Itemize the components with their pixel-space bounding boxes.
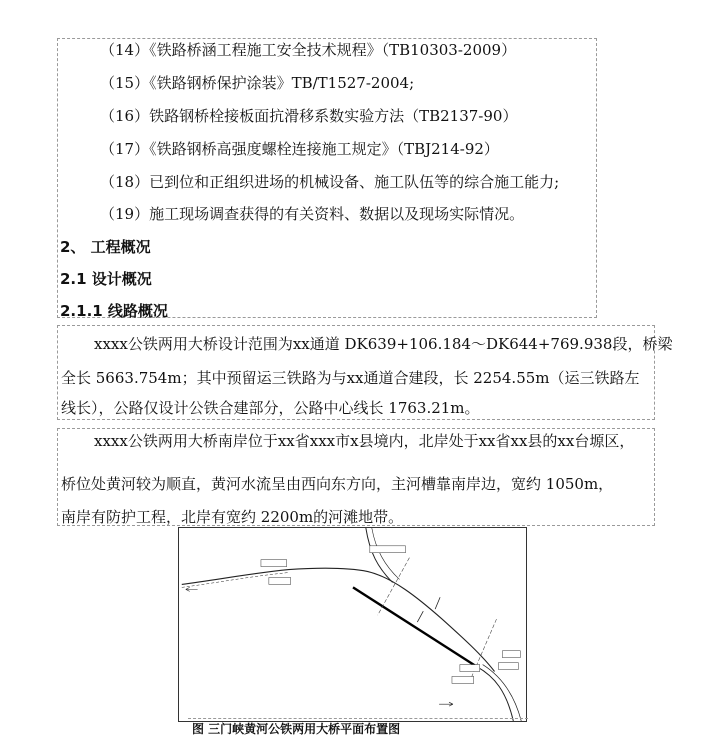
reference-item: （19）施工现场调查获得的有关资料、数据以及现场实际情况。	[100, 205, 525, 223]
subsection-heading: 2.1 设计概况	[60, 270, 152, 288]
section-heading: 2、 工程概况	[60, 238, 151, 256]
paragraph-line: xxxx公铁两用大桥设计范围为xx通道 DK639+106.184～DK644+769.938段，桥梁	[94, 335, 673, 353]
subsubsection-heading: 2.1.1 线路概况	[60, 302, 168, 320]
reference-item: （18）已到位和正组织进场的机械设备、施工队伍等的综合施工能力;	[100, 173, 560, 191]
paragraph-line: 桥位处黄河较为顺直，黄河水流呈由西向东方向，主河槽靠南岸边，宽约 1050m，	[61, 475, 614, 493]
paragraph-line: 南岸有防护工程，北岸有宽约 2200m的河滩地带。	[61, 508, 404, 526]
reference-item: （14）《铁路桥涵工程施工安全技术规程》（TB10303-2009）	[100, 41, 517, 59]
paragraph-line: 线长），公路仅设计公铁合建部分，公路中心线长 1763.21m。	[61, 399, 480, 417]
reference-item: （16）铁路钢桥栓接板面抗滑移系数实验方法（TB2137-90）	[100, 107, 518, 125]
reference-item: （17）《铁路钢桥高强度螺栓连接施工规定》（TBJ214-92）	[100, 140, 499, 158]
paragraph-line: xxxx公铁两用大桥南岸位于xx省xxx市x县境内，北岸处于xx省xx县的xx台塬区，	[94, 432, 635, 450]
figure-caption: 图 三门峡黄河公铁两用大桥平面布置图	[192, 722, 401, 736]
site-plan-drawing	[179, 528, 526, 721]
paragraph-line: 全长 5663.754m；其中预留运三铁路为与xx通道合建段，长 2254.55m（运三铁路左	[61, 369, 640, 387]
reference-item: （15）《铁路钢桥保护涂装》TB/T1527-2004;	[100, 74, 415, 92]
site-plan-figure	[178, 527, 527, 722]
